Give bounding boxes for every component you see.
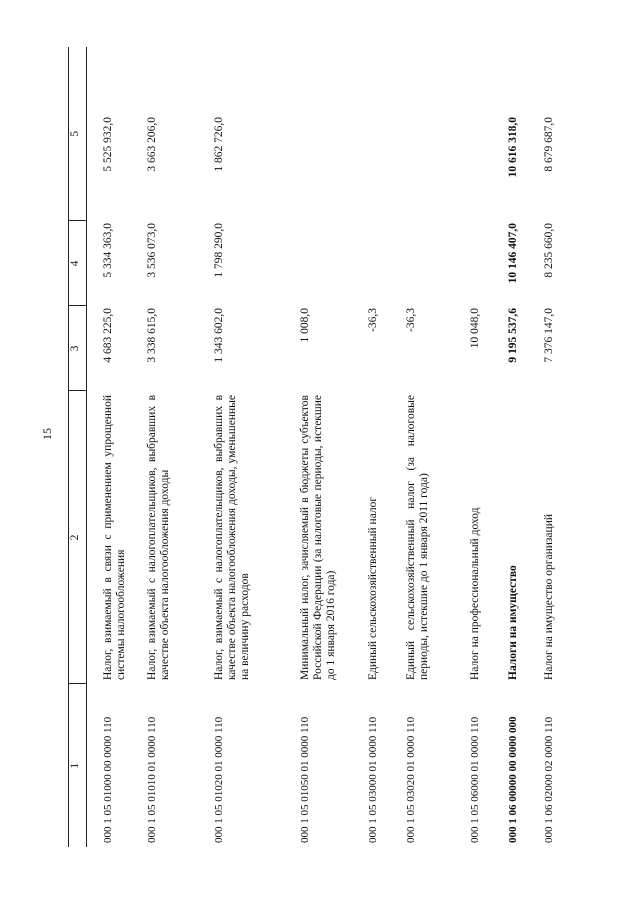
row-name: Единый сельскохозяйственный налог (за налоговые периоды, истекшие до 1 января 2011 года) xyxy=(404,395,430,680)
row-value-5 xyxy=(467,47,505,221)
row-value-5 xyxy=(403,47,467,221)
header-row xyxy=(69,47,87,847)
row-name: Налог, взимаемый с налогоплательщиков, выбравших в качестве объекта налогообложения доходы xyxy=(145,395,171,680)
row-value-4 xyxy=(297,221,365,306)
table-row xyxy=(403,47,467,847)
table-row xyxy=(541,47,565,847)
row-value-4: 1 798 290,0 xyxy=(212,223,225,278)
table-row-total xyxy=(505,47,541,847)
table-row xyxy=(211,47,297,847)
row-code: 000 1 05 03000 01 0000 110 xyxy=(366,716,379,843)
row-value-3: 9 195 537,6 xyxy=(506,308,519,363)
row-name: Налог на профессиональный доход xyxy=(468,507,481,680)
row-name: Налог на имущество организаций xyxy=(542,514,555,680)
table-row xyxy=(144,47,211,847)
row-value-5 xyxy=(297,47,365,221)
column-header-5: 5 xyxy=(69,47,87,221)
row-value-5: 8 679 687,0 xyxy=(542,117,555,172)
row-name: Налог, взимаемый с налогоплательщиков, выбравших в качестве объекта налогообложения доходы, уменьшенные на величину расходов xyxy=(212,395,251,680)
table-row xyxy=(467,47,505,847)
table-row xyxy=(87,47,144,847)
row-value-3: 7 376 147,0 xyxy=(542,308,555,363)
row-code: 000 1 05 01050 01 0000 110 xyxy=(298,716,311,843)
row-name: Налоги на имущество xyxy=(506,565,519,680)
column-header-1: 1 xyxy=(69,684,87,847)
row-value-3: 1 343 602,0 xyxy=(212,308,225,363)
row-value-4 xyxy=(467,221,505,306)
row-code: 000 1 05 01010 01 0000 110 xyxy=(145,716,158,843)
row-value-3: 4 683 225,0 xyxy=(102,308,114,363)
rotated-table-container xyxy=(68,47,604,847)
row-value-3: 10 048,0 xyxy=(468,308,481,349)
row-value-4 xyxy=(365,221,403,306)
row-value-5: 1 862 726,0 xyxy=(212,117,225,172)
budget-table xyxy=(68,47,565,847)
row-value-4 xyxy=(403,221,467,306)
row-value-4: 3 536 073,0 xyxy=(145,223,158,278)
row-code: 000 1 05 06000 01 0000 110 xyxy=(468,716,481,843)
row-value-5: 3 663 206,0 xyxy=(145,117,158,172)
row-value-5: 10 616 318,0 xyxy=(506,117,519,178)
row-value-3: -36,3 xyxy=(404,308,417,332)
column-header-2: 2 xyxy=(69,391,87,684)
page-number: 15 xyxy=(40,428,54,440)
row-value-5: 5 525 932,0 xyxy=(102,117,114,172)
row-value-4: 5 334 363,0 xyxy=(102,223,114,278)
row-name: Минимальный налог, зачисляемый в бюджеты субъектов Российской Федерации (за налоговые периоды, истекшие до 1 января 2016 года) xyxy=(298,395,337,680)
row-code: 000 1 06 00000 00 0000 000 xyxy=(506,716,519,843)
table-row xyxy=(297,47,365,847)
row-value-4: 8 235 660,0 xyxy=(542,223,555,278)
row-code: 000 1 05 01000 00 0000 110 xyxy=(102,716,114,843)
row-value-3: -36,3 xyxy=(366,308,379,332)
row-value-4: 10 146 407,0 xyxy=(506,223,519,284)
column-header-4: 4 xyxy=(69,221,87,306)
row-code: 000 1 05 01020 01 0000 110 xyxy=(212,716,225,843)
row-name: Единый сельскохозяйственный налог xyxy=(366,496,379,680)
row-value-3: 1 008,0 xyxy=(298,308,311,343)
row-name: Налог, взимаемый в связи с применением упрощенной системы налогообложения xyxy=(102,395,128,680)
row-value-3: 3 338 615,0 xyxy=(145,308,158,363)
table-row xyxy=(365,47,403,847)
column-header-3: 3 xyxy=(69,306,87,391)
row-value-5 xyxy=(365,47,403,221)
row-code: 000 1 05 03020 01 0000 110 xyxy=(404,716,417,843)
row-code: 000 1 06 02000 02 0000 110 xyxy=(542,716,555,843)
